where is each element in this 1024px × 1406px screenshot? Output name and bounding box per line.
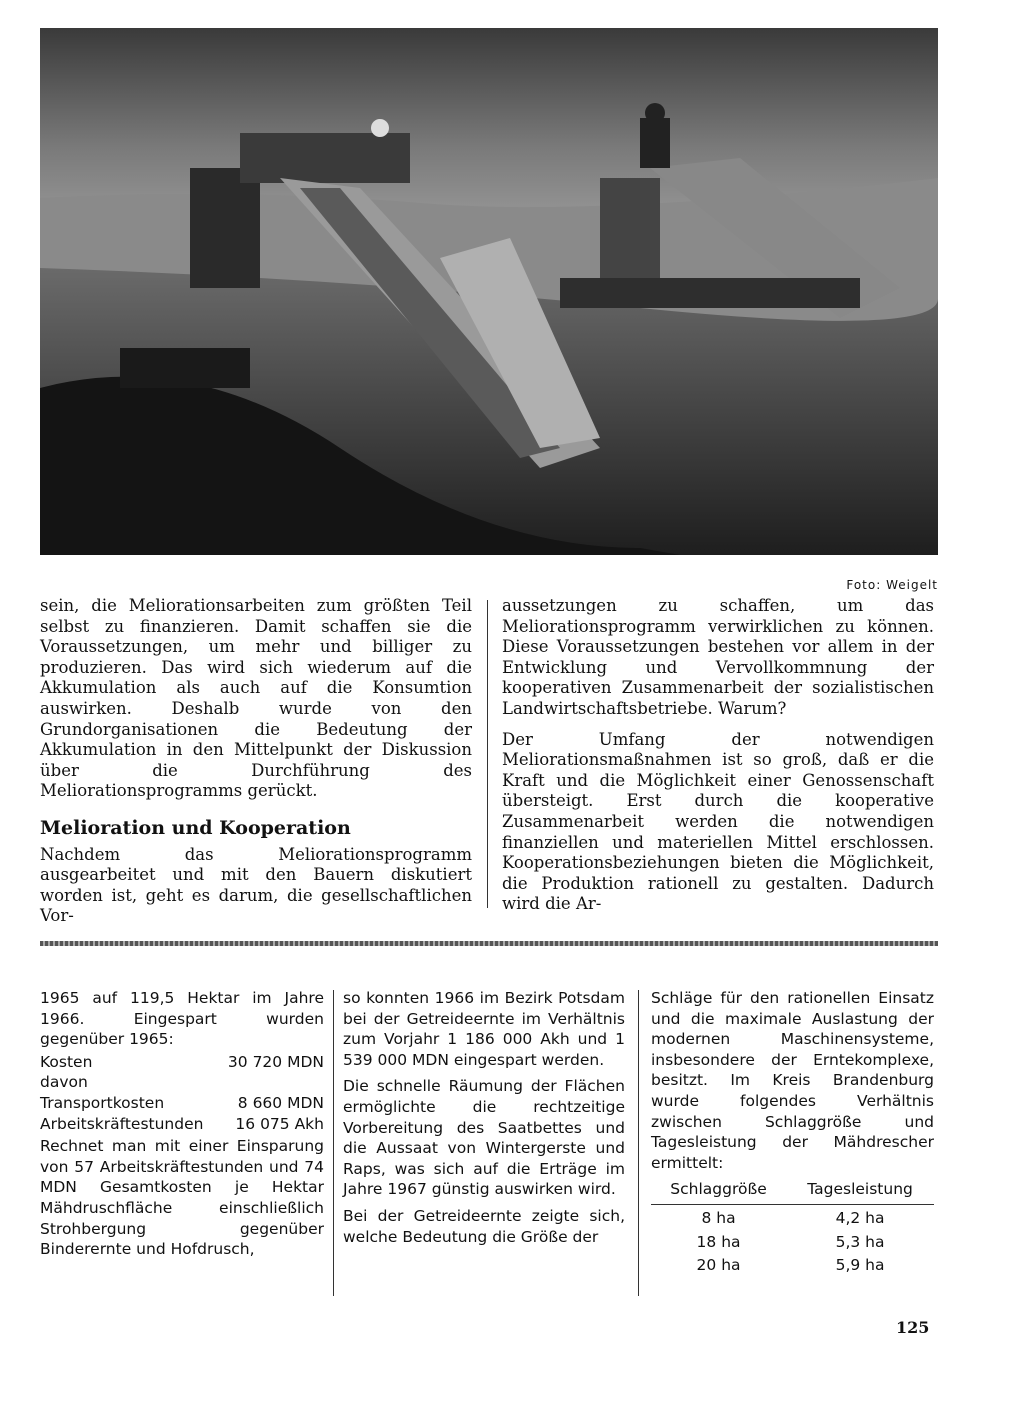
table-header-row <box>651 1179 934 1204</box>
paragraph: so konnten 1966 im Bezirk Potsdam bei der Getreideernte im Verhältnis zum Vorjahr 1 186 000 Akh und 1 539 000 MDN eingespart werden. <box>343 989 625 1069</box>
table-cell: 20 ha <box>696 1256 741 1275</box>
paragraph: Die schnelle Räumung der Flächen ermöglichte die rechtzeitige Vorbereitung des Saatbettes und die Aussaat von Wintergerste und Raps, was sich auf die Erträge im Jahre 1967 günstig auswirken wird. <box>343 1077 625 1199</box>
savings-value: 16 075 Akh <box>235 1114 324 1133</box>
section-divider <box>40 941 938 946</box>
page-number: 125 <box>896 1318 930 1337</box>
savings-row <box>40 1052 324 1073</box>
column-divider <box>487 600 488 908</box>
table-cell: 5,9 ha <box>835 1256 885 1275</box>
paragraph: Rechnet man mit einer Einsparung von 57 Arbeitskräftestunden und 74 MDN Gesamtkosten je Hektar Mähdruschfläche einschließlich Strohbergung gegenüber Binderernte und Hofdrusch, <box>40 1137 324 1259</box>
yield-table <box>651 1179 934 1275</box>
photo-illustration <box>40 28 938 555</box>
savings-row <box>40 1072 324 1113</box>
photo-caption: Foto: Weigelt <box>846 578 938 592</box>
paragraph: Der Umfang der notwendigen Meliorationsmaßnahmen ist so groß, daß er die Kraft und die Möglichkeit einer Genossenschaft übersteigt. Erst durch die kooperative Zusammenarbeit werden die notwendigen finanziellen und materiellen Mittel erschlossen. Kooperationsbeziehungen bieten die Möglichkeit, die Produktion rationell zu gestalten. Dadurch wird die Ar- <box>502 729 934 914</box>
sidebar-column-2 <box>343 988 625 1253</box>
table-row <box>651 1252 934 1276</box>
section-heading: Melioration und Kooperation <box>40 816 351 839</box>
paragraph: Bei der Getreideernte zeigte sich, welche Bedeutung die Größe der <box>343 1206 625 1246</box>
table-row <box>651 1204 934 1228</box>
column-divider <box>638 990 639 1296</box>
paragraph: Nachdem das Meliorationsprogramm ausgearbeitet und mit den Bauern diskutiert worden ist, geht es darum, die gesellschaftlichen Vor- <box>40 844 472 926</box>
paragraph: aussetzungen zu schaffen, um das Meliorationsprogramm verwirklichen zu können. Diese Voraussetzungen bestehen vor allem in der Entwicklung und Vervollkommnung der kooperativen Zusammenarbeit der sozialistischen Landwirtschaftsbetriebe. Warum? <box>502 596 934 718</box>
savings-label: Arbeitskräftestunden <box>40 1114 204 1133</box>
savings-value: 8 660 MDN <box>237 1093 324 1112</box>
column-divider <box>333 990 334 1296</box>
savings-row <box>40 1114 324 1135</box>
article-column-1 <box>40 596 472 937</box>
paragraph: 1965 auf 119,5 Hektar im Jahre 1966. Eingespart wurden gegenüber 1965: <box>40 989 324 1049</box>
column-header: Schlaggröße <box>651 1179 786 1204</box>
table-cell: 4,2 ha <box>835 1208 885 1227</box>
table-cell: 8 ha <box>701 1208 736 1227</box>
sidebar-column-1 <box>40 988 324 1266</box>
paragraph: Schläge für den rationellen Einsatz und die maximale Auslastung der modernen Maschinensysteme, insbesondere der Erntekomplexe, besitzt. Im Kreis Brandenburg wurde folgendes Verhältnis zwischen Schlaggröße und Tagesleistung der Mähdrescher ermittelt: <box>651 989 934 1172</box>
table-row <box>651 1229 934 1253</box>
article-column-2 <box>502 596 934 925</box>
table-cell: 18 ha <box>696 1232 741 1251</box>
table-cell: 5,3 ha <box>835 1232 885 1251</box>
savings-label: Kosten <box>40 1052 93 1071</box>
sidebar-column-3 <box>651 988 934 1276</box>
photo-drainage-machines <box>40 28 938 555</box>
column-header: Tagesleistung <box>786 1179 934 1204</box>
savings-value: 30 720 MDN <box>227 1052 324 1071</box>
savings-label: davon Transportkosten <box>40 1073 165 1112</box>
paragraph: sein, die Meliorationsarbeiten zum größten Teil selbst zu finanzieren. Damit schaffen sie die Voraussetzungen, um mehr und billiger zu produzieren. Das wird sich wiederum auf die Akkumulation als auch auf die Konsumtion auswirken. Deshalb wurde von den Grundorganisationen die Bedeutung der Akkumulation in den Mittelpunkt der Diskussion über die Durchführung des Meliorationsprogramms gerückt. <box>40 596 472 801</box>
